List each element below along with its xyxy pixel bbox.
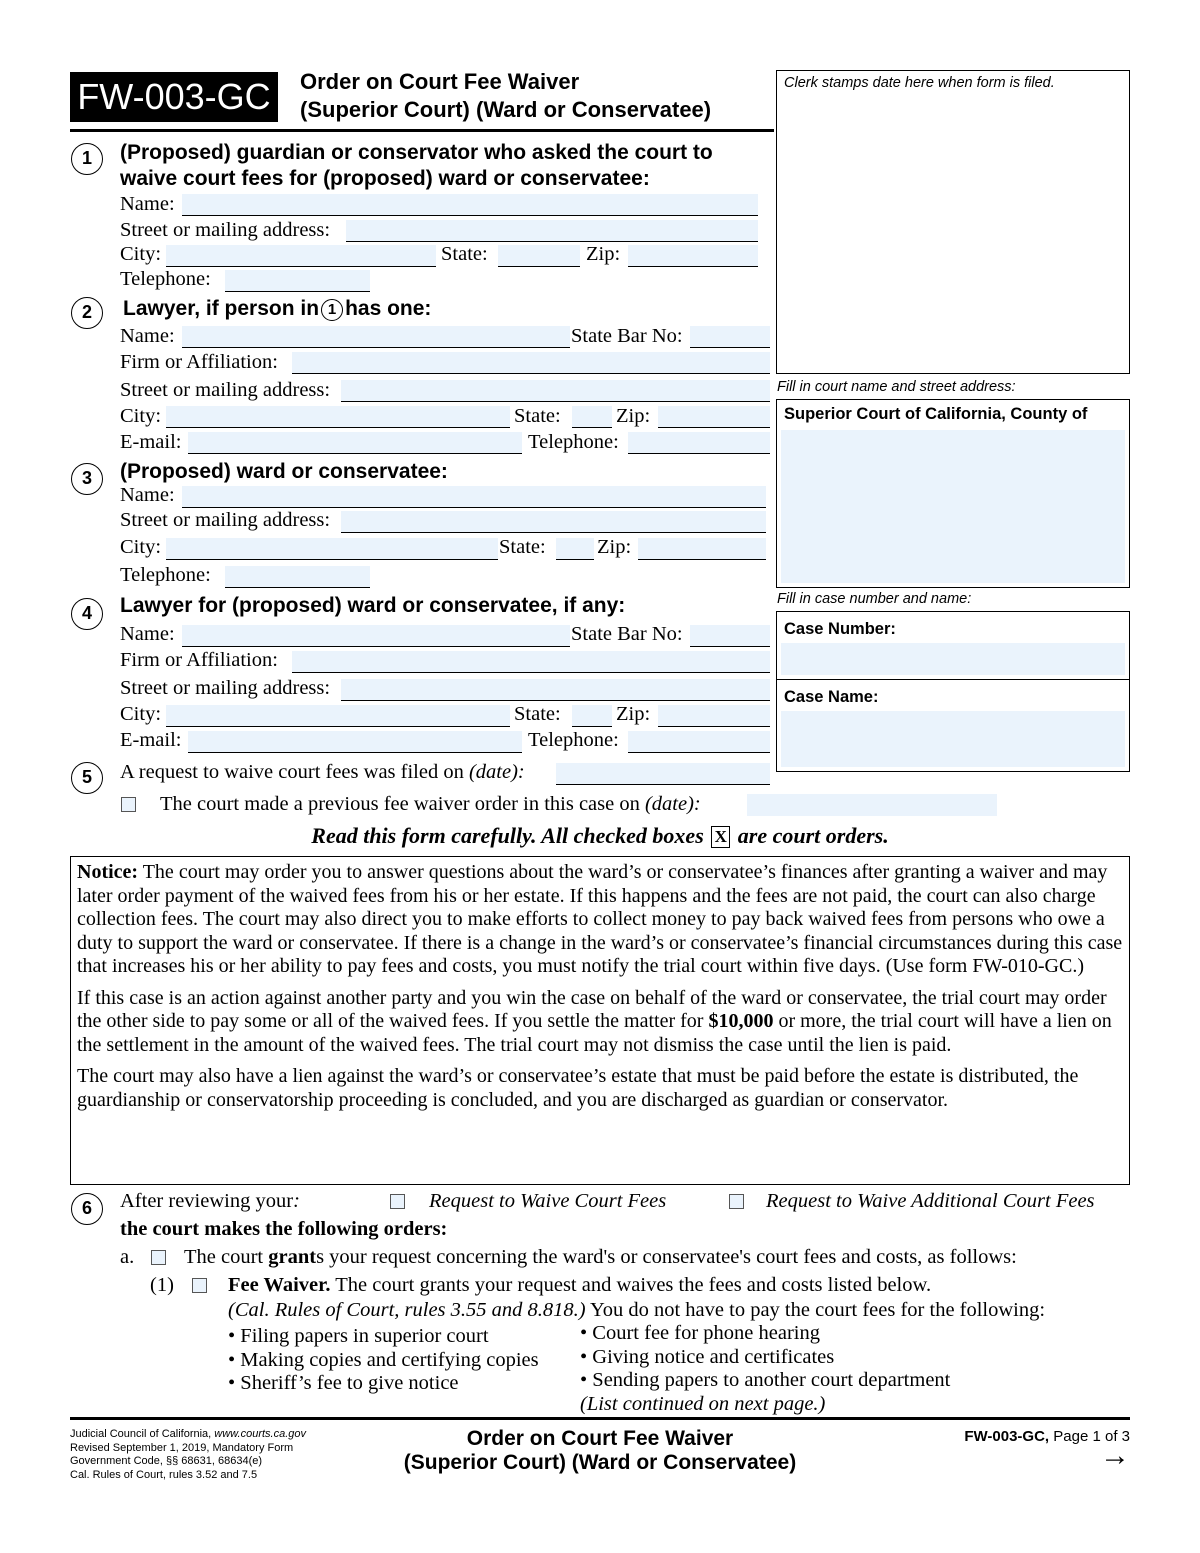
item-5-request-label: A request to waive court fees was filed on	[120, 761, 464, 783]
order-a-label: a.	[120, 1246, 135, 1268]
item-5-request-text	[120, 760, 525, 784]
notice-label: Notice:	[77, 861, 139, 883]
item-1-phone-field[interactable]	[225, 270, 370, 292]
item-2-city-field[interactable]	[166, 406, 510, 428]
item-2-heading-pre: Lawyer, if person in	[123, 297, 320, 320]
order-a-pre: The court	[184, 1246, 264, 1268]
item-5-request-date-label: (date):	[468, 761, 525, 783]
item-4-bar-field[interactable]	[690, 625, 770, 647]
orders-heading: the court makes the following orders:	[120, 1218, 448, 1240]
item-4-city-label: City:	[120, 703, 162, 725]
notice-paragraph-3: The court may also have a lien against the ward’s or conservatee’s estate that must be paid before the estate is distributed, the guardianship or conservatorship proceeding is concluded, and you are discharged as guardian or conservator.	[77, 1065, 1079, 1111]
footer-form-id: FW-003-GC,	[964, 1428, 1050, 1445]
item-1-address-field[interactable]	[346, 220, 758, 242]
item-3-name-field[interactable]	[182, 486, 766, 508]
footer-line-2: Revised September 1, 2019, Mandatory Form	[70, 1441, 294, 1454]
item-3-phone-label: Telephone:	[120, 564, 211, 586]
read-carefully-line	[0, 822, 1200, 850]
item-5-number: 5	[71, 762, 103, 794]
fee-waiver-heading: Fee Waiver.	[228, 1274, 331, 1296]
item-6-after-text	[120, 1189, 300, 1213]
rules-line	[228, 1298, 1045, 1322]
form-title	[300, 68, 711, 124]
item-3-phone-field[interactable]	[225, 566, 370, 588]
item-1-phone-label: Telephone:	[120, 268, 211, 290]
item-2-city-label: City:	[120, 405, 162, 427]
notice-paragraph-1	[77, 861, 1123, 979]
item-4-state-field[interactable]	[572, 705, 612, 727]
item-3-heading: (Proposed) ward or conservatee:	[120, 460, 448, 483]
item-2-heading	[123, 296, 431, 322]
court-name-caption: Fill in court name and street address:	[777, 379, 1016, 395]
waived-fee-item: • Making copies and certifying copies	[228, 1349, 539, 1371]
item-2-state-label: State:	[514, 405, 561, 427]
item-2-zip-label: Zip:	[616, 405, 651, 427]
item-3-state-field[interactable]	[556, 538, 594, 560]
rules-citation: (Cal. Rules of Court, rules 3.55 and 8.818.)	[228, 1299, 586, 1321]
item-5-previous-date-field[interactable]	[747, 794, 997, 816]
item-1-heading-line1: (Proposed) guardian or conservator who asked the court to	[120, 141, 713, 164]
item-2-bar-label: State Bar No:	[571, 325, 683, 347]
order-a-checkbox[interactable]	[151, 1250, 166, 1265]
case-caption: Fill in case number and name:	[777, 591, 972, 607]
item-3-zip-label: Zip:	[597, 536, 632, 558]
case-box-divider	[777, 679, 1129, 680]
order-a-post: s your request concerning the ward's or conservatee's court fees and costs, as follows:	[316, 1246, 1017, 1268]
item-4-state-label: State:	[514, 703, 561, 725]
option-waive-additional-checkbox[interactable]	[729, 1194, 744, 1209]
item-1-name-label: Name:	[120, 193, 175, 215]
item-5-previous-label: The court made a previous fee waiver order in this case on	[160, 793, 640, 815]
notice-p1-text: The court may order you to answer questions about the ward’s or conservatee’s finances after granting a waiver and may later order payment of the waived fees from his or her estate. If this happens and the fees are not paid, the court can also charge collection fees. The court may also direct you to make efforts to collect money to pay back waived fees from persons who owe a duty to support the ward or conservatee. If there is a change in the ward’s or conservatee’s financial circumstances during this case that increases his or her ability to pay fees and costs, you must notify the trial court within five days. (Use form FW-010-GC.)	[77, 861, 1123, 977]
item-1-heading-line2: waive court fees for (proposed) ward or conservatee:	[120, 167, 650, 190]
footer-url: www.courts.ca.gov	[214, 1428, 306, 1440]
waived-fee-item: • Court fee for phone hearing	[580, 1322, 820, 1344]
case-name-label: Case Name:	[784, 688, 879, 706]
item-4-firm-label: Firm or Affiliation:	[120, 649, 278, 671]
item-4-email-label: E-mail:	[120, 729, 182, 751]
item-5-previous-text	[160, 792, 701, 816]
item-4-zip-field[interactable]	[658, 705, 770, 727]
item-4-address-field[interactable]	[341, 679, 770, 701]
footer-title-line2: (Superior Court) (Ward or Conservatee)	[403, 1451, 797, 1474]
notice-p2-amount: $10,000	[708, 1010, 774, 1032]
waived-fee-item: • Sheriff’s fee to give notice	[228, 1372, 459, 1394]
item-3-number: 3	[71, 463, 103, 495]
item-5-previous-date-label: (date):	[644, 793, 701, 815]
item-4-address-label: Street or mailing address:	[120, 677, 331, 699]
header-rule	[70, 129, 774, 132]
item-4-zip-label: Zip:	[616, 703, 651, 725]
item-1-address-label: Street or mailing address:	[120, 219, 331, 241]
item-2-firm-field[interactable]	[292, 352, 770, 374]
item-1-heading	[120, 140, 713, 192]
order-a-text	[184, 1245, 1017, 1269]
footer-title	[350, 1427, 850, 1475]
item-4-name-field[interactable]	[182, 625, 570, 647]
item-3-city-field[interactable]	[166, 538, 498, 560]
item-1-city-label: City:	[120, 243, 162, 265]
read-line-pre: Read this form carefully. All checked boxes	[311, 823, 704, 848]
form-id-badge: FW-003-GC	[70, 72, 278, 122]
item-2-state-field[interactable]	[572, 406, 612, 428]
item-4-phone-field[interactable]	[628, 731, 770, 753]
waived-fee-item: • Filing papers in superior court	[228, 1325, 489, 1347]
item-2-number: 2	[71, 297, 103, 329]
fee-waiver-body: The court grants your request and waives the fees and costs listed below.	[335, 1274, 932, 1296]
waived-fee-item: • Sending papers to another court department	[580, 1369, 951, 1391]
item-3-city-label: City:	[120, 536, 162, 558]
court-name-field[interactable]	[781, 430, 1125, 583]
item-6-number: 6	[71, 1193, 103, 1225]
item-3-state-label: State:	[499, 536, 546, 558]
item-1-state-label: State:	[441, 243, 488, 265]
footer-line-1	[70, 1428, 306, 1442]
item-2-name-field[interactable]	[182, 326, 570, 348]
item-6-after-colon: :	[293, 1190, 300, 1212]
item-3-name-label: Name:	[120, 484, 175, 506]
court-name-label: Superior Court of California, County of	[784, 405, 1088, 423]
footer-rule	[70, 1417, 1130, 1420]
item-1-city-field[interactable]	[166, 245, 436, 267]
item-2-address-label: Street or mailing address:	[120, 379, 331, 401]
item-5-previous-checkbox[interactable]	[121, 797, 136, 812]
item-1-zip-label: Zip:	[586, 243, 621, 265]
item-1-state-field[interactable]	[498, 245, 580, 267]
item-4-phone-label: Telephone:	[528, 729, 619, 751]
footer-line-3: Government Code, §§ 68631, 68634(e)	[70, 1455, 263, 1467]
clerk-stamp-label: Clerk stamps date here when form is filed.	[784, 75, 1055, 91]
item-1-zip-field[interactable]	[628, 245, 758, 267]
notice-box	[70, 856, 1130, 1185]
item-4-bar-label: State Bar No:	[571, 623, 683, 645]
item-4-heading: Lawyer for (proposed) ward or conservatee, if any:	[120, 594, 626, 617]
item-2-phone-field[interactable]	[628, 432, 770, 454]
item-1-name-field[interactable]	[182, 194, 758, 216]
notice-p2-pre: If this case is an action against another party and you win the case on behalf of the ward or conservatee, the trial court may order the other side to pay some or all of the waived fees. If you settle the matter for	[77, 986, 1107, 1032]
case-number-field[interactable]	[781, 643, 1125, 675]
item-2-address-field[interactable]	[341, 380, 770, 402]
item-4-number: 4	[71, 598, 103, 630]
item-2-email-field[interactable]	[188, 432, 522, 454]
item-2-zip-field[interactable]	[658, 406, 770, 428]
item-2-heading-post: has one:	[345, 297, 432, 320]
item-5-request-date-field[interactable]	[556, 763, 770, 785]
list-continued-note: (List continued on next page.)	[580, 1393, 826, 1415]
item-1-number: 1	[71, 143, 103, 175]
checked-box-sample: X	[711, 826, 730, 848]
footer-citations	[70, 1428, 306, 1482]
item-2-firm-label: Firm or Affiliation:	[120, 351, 278, 373]
order-a1-label: (1)	[150, 1274, 174, 1296]
next-page-arrow-icon: →	[1100, 1439, 1130, 1472]
option-waive-additional-label: Request to Waive Additional Court Fees	[766, 1190, 1095, 1212]
case-name-field[interactable]	[781, 711, 1125, 767]
item-2-email-label: E-mail:	[120, 431, 182, 453]
item-3-zip-field[interactable]	[638, 538, 766, 560]
item-2-bar-field[interactable]	[690, 326, 770, 348]
item-4-firm-field[interactable]	[292, 651, 770, 673]
item-2-phone-label: Telephone:	[528, 431, 619, 453]
fee-waiver-text	[228, 1273, 931, 1297]
item-4-city-field[interactable]	[166, 705, 510, 727]
court-name-box	[776, 399, 1130, 588]
option-waive-fees-checkbox[interactable]	[390, 1194, 405, 1209]
item-2-name-label: Name:	[120, 325, 175, 347]
rules-text: You do not have to pay the court fees for the following:	[589, 1299, 1046, 1321]
case-box	[776, 611, 1130, 772]
item-3-address-field[interactable]	[341, 511, 766, 533]
item-4-email-field[interactable]	[188, 731, 522, 753]
notice-p2-post: or more, the trial court will have a lien on the settlement in the amount of the waived fees. The trial court may not dismiss the case until the lien is paid.	[77, 1010, 1112, 1056]
item-4-name-label: Name:	[120, 623, 175, 645]
item-3-address-label: Street or mailing address:	[120, 509, 331, 531]
notice-paragraph-2	[77, 987, 1123, 1058]
item-2-ref-circle: 1	[321, 299, 343, 321]
read-line-post: are court orders.	[737, 823, 889, 848]
case-number-label: Case Number:	[784, 620, 896, 638]
footer-title-line1: Order on Court Fee Waiver	[466, 1427, 734, 1450]
form-title-line1: Order on Court Fee Waiver	[300, 69, 580, 94]
order-a-grant: grant	[268, 1246, 317, 1268]
item-6-after-label: After reviewing your	[120, 1190, 294, 1212]
clerk-stamp-box	[776, 70, 1130, 374]
option-waive-fees-label: Request to Waive Court Fees	[429, 1190, 667, 1212]
form-title-line2: (Superior Court) (Ward or Conservatee)	[300, 97, 712, 122]
footer-council: Judicial Council of California,	[70, 1428, 212, 1440]
waived-fee-item: • Giving notice and certificates	[580, 1346, 835, 1368]
footer-line-4: Cal. Rules of Court, rules 3.52 and 7.5	[70, 1468, 258, 1481]
footer-page-number: Page 1 of 3	[1053, 1428, 1130, 1445]
fee-waiver-checkbox[interactable]	[192, 1278, 207, 1293]
